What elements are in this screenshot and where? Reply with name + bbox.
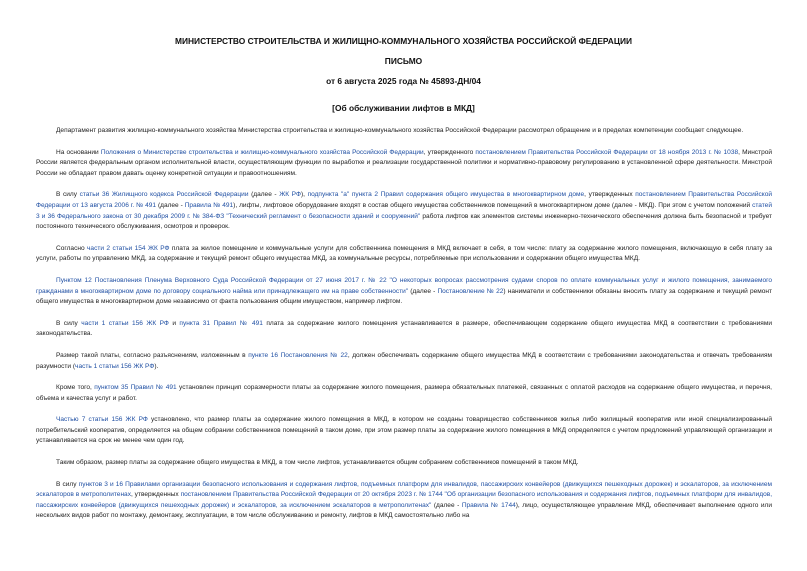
paragraph-4	[36, 244, 772, 265]
paragraph-2	[36, 148, 772, 180]
link-housing-code-art-154[interactable]: части 2 статьи 154 ЖК РФ	[87, 244, 170, 252]
text: (далее -	[431, 501, 462, 509]
link-government-decree-1744[interactable]: постановлением Правительства Российской Федерации от 20 октября 2023 г. № 1744 "Об организации безопасного использования и содержания лифтов, подъемных платформ для инвалидов, пассажирских конвейеров (движущихся пешеходных дорожек) и эскалаторов, за исключением эскалаторов в метрополитенах"	[36, 491, 773, 509]
text: ), лифты, лифтовое оборудование входят в состав общего имущества собственников помещений в многоквартирном доме (далее - МКД). При этом с учетом положений	[233, 201, 753, 209]
text: Таким образом, размер платы за содержание общего имущества в МКД, в том числе лифтов, устанавливается общим собранием собственников помещений в таком МКД.	[56, 459, 579, 467]
ministry-title: МИНИСТЕРСТВО СТРОИТЕЛЬСТВА И ЖИЛИЩНО-КОММУНАЛЬНОГО ХОЗЯЙСТВА РОССИЙСКОЙ ФЕДЕРАЦИИ	[175, 36, 632, 46]
paragraph-6	[36, 319, 772, 340]
link-rules-1744[interactable]: Правила № 1744	[461, 501, 516, 509]
text: ) наниматели и собственники обязаны вносить плату за содержание и текущий ремонт общего имущества в многоквартирном доме независимо от факта пользования общим имуществом, например лифтом.	[36, 287, 772, 306]
link-housing-code-art-156-part-1[interactable]: части 1 статьи 156 ЖК РФ	[81, 319, 169, 327]
link-housing-code-art-156-part-7[interactable]: Частью 7 статьи 156 ЖК РФ	[56, 416, 148, 424]
paragraph-7	[36, 351, 772, 372]
text: ), лицо, осуществляющее управление МКД, обеспечивает выполнение одного или нескольких видов работ по монтажу, демонтажу, эксплуатации, в том числе обслуживанию и ремонту, лифтов в МКД самостоятельно либо на	[36, 501, 772, 520]
document-body	[36, 126, 772, 533]
text: ),	[300, 191, 308, 199]
link-supreme-court-resolution-22[interactable]: Пунктом 12 Постановления Пленума Верховного Суда Российской Федерации от 27 июня 2017 г. № 22 "О некоторых вопросах рассмотрения судами споров по оплате коммунальных услуг и жилого помещения, занимаемого гражданами в многоквартирном доме по договору социального найма или принадлежащего им на праве собственности"	[36, 276, 772, 295]
link-rules-491-item-31[interactable]: пункта 31 Правил № 491	[179, 319, 263, 327]
text: Департамент развития жилищно-коммунального хозяйства Министерства строительства и жилищно-коммунального хозяйства Российской Федерации рассмотрел обращение и в пределах компетенции сообщает следующее.	[56, 127, 744, 134]
document-date-number: от 6 августа 2025 года № 45893-ДН/04	[326, 76, 481, 86]
link-rules-491-item-35[interactable]: пунктом 35 Правил № 491	[94, 384, 177, 392]
text: Кроме того,	[56, 384, 95, 392]
text: установлен принцип соразмерности платы за содержание жилого помещения, размера обязательных платежей, связанных с оплатой расходов на содержание общего имущества, и перечня, объема и качества услуг и работ.	[36, 384, 772, 402]
link-housing-code-art-156-part-1b[interactable]: часть 1 статьи 156 ЖК РФ	[75, 362, 155, 370]
document-subject: [Об обслуживании лифтов в МКД]	[332, 103, 475, 113]
text: работа лифтов как элементов системы инженерно-технического обеспечения должна быть безопасной и требует постоянного технического обслуживания, осмотров и проверок.	[36, 212, 772, 231]
text: (далее -	[248, 191, 280, 199]
text: В силу	[56, 191, 80, 199]
link-federal-law-384[interactable]: статей 3 и 36 Федерального закона от 30 декабря 2009 г. № 384-ФЗ "Технический регламент о безопасности зданий и сооружений"	[36, 201, 772, 220]
text: , утвержденных	[584, 191, 636, 199]
text: Размер такой платы, согласно разъяснениям, изложенным в	[56, 351, 249, 359]
text: В силу	[56, 319, 82, 327]
text: (далее -	[408, 287, 438, 295]
text: установлено, что размер платы за содержание жилого помещения в МКД, в котором не созданы товарищество собственников жилья либо жилищный кооператив или иной специализированный потребительский кооператив, определяется на общем собрании собственников помещений в таком доме, при этом размер платы за содержание жилого помещения в МКД определяется с учетом предложений управляющей организации и устанавливается на срок не менее чем один год.	[36, 416, 772, 445]
paragraph-8	[36, 383, 772, 404]
text: Согласно	[56, 244, 88, 252]
document-type: ПИСЬМО	[384, 56, 423, 66]
link-rules-subparagraph-a[interactable]: подпункта "а" пункта 2 Правил содержания общего имущества в многоквартирном доме	[307, 191, 585, 199]
text: и	[168, 319, 180, 327]
text: , утвержденного	[423, 148, 476, 156]
text: На основании	[56, 148, 101, 156]
text: , Минстрой России является федеральным органом исполнительной власти, осуществляющим функции по выработке и реализации государственной политики и нормативно-правовому регулированию в установленной сфере деятельности. Минстрой России не обладает правом давать оценку конкретной ситуации и правоотношениям.	[36, 148, 773, 177]
text: , утвержденных	[130, 491, 181, 499]
link-ministry-regulation[interactable]: Положения о Министерстве строительства и жилищно-коммунального хозяйства Российской Федерации	[100, 148, 424, 156]
link-resolution-22[interactable]: Постановление № 22	[437, 287, 504, 295]
link-government-decree-491[interactable]: постановлением Правительства Российской Федерации от 13 августа 2006 г. № 491	[36, 191, 773, 209]
link-resolution-22-item-16[interactable]: пункте 16 Постановления № 22	[248, 351, 348, 359]
paragraph-5	[36, 276, 772, 308]
link-government-decree-1038[interactable]: постановлением Правительства Российской Федерации от 18 ноября 2013 г. № 1038	[475, 148, 739, 156]
link-housing-code-art-36[interactable]: статьи 36 Жилищного кодекса Российской Федерации	[79, 191, 249, 199]
text: В силу	[56, 480, 79, 488]
paragraph-3	[36, 190, 772, 232]
paragraph-1	[36, 126, 772, 137]
link-elevator-rules-items-3-16[interactable]: пунктов 3 и 16 Правилами организации безопасного использования и содержания лифтов, подъемных платформ для инвалидов, пассажирских конвейеров (движущихся пешеходных дорожек) и эскалаторов, за исключением эскалаторов в метрополитенах	[36, 480, 772, 499]
link-rules-491[interactable]: Правила № 491	[184, 201, 234, 209]
paragraph-11	[36, 480, 772, 522]
text: ).	[154, 362, 159, 370]
link-housing-code[interactable]: ЖК РФ	[279, 191, 301, 199]
text: плата за содержание жилого помещения устанавливается в размере, обеспечивающем содержание общего имущества МКД в соответствии с требованиями законодательства.	[36, 319, 773, 338]
paragraph-10	[36, 458, 772, 469]
text: , должен обеспечивать содержание общего имущества МКД в соответствии с требованиями законодательства и отвечать требованиям разумности (	[36, 351, 772, 370]
text: плата за жилое помещение и коммунальные услуги для собственника помещения в МКД включает в себя, в том числе: плату за содержание жилого помещения, включающую в себя плату за услуги, работы по управлению МКД, за содержание и текущий ремонт общего имущества МКД, за коммунальные ресурсы, потребляемые при использовании и содержании общего имущества МКД.	[36, 244, 772, 263]
paragraph-9	[36, 415, 772, 447]
text: (далее -	[156, 201, 185, 209]
